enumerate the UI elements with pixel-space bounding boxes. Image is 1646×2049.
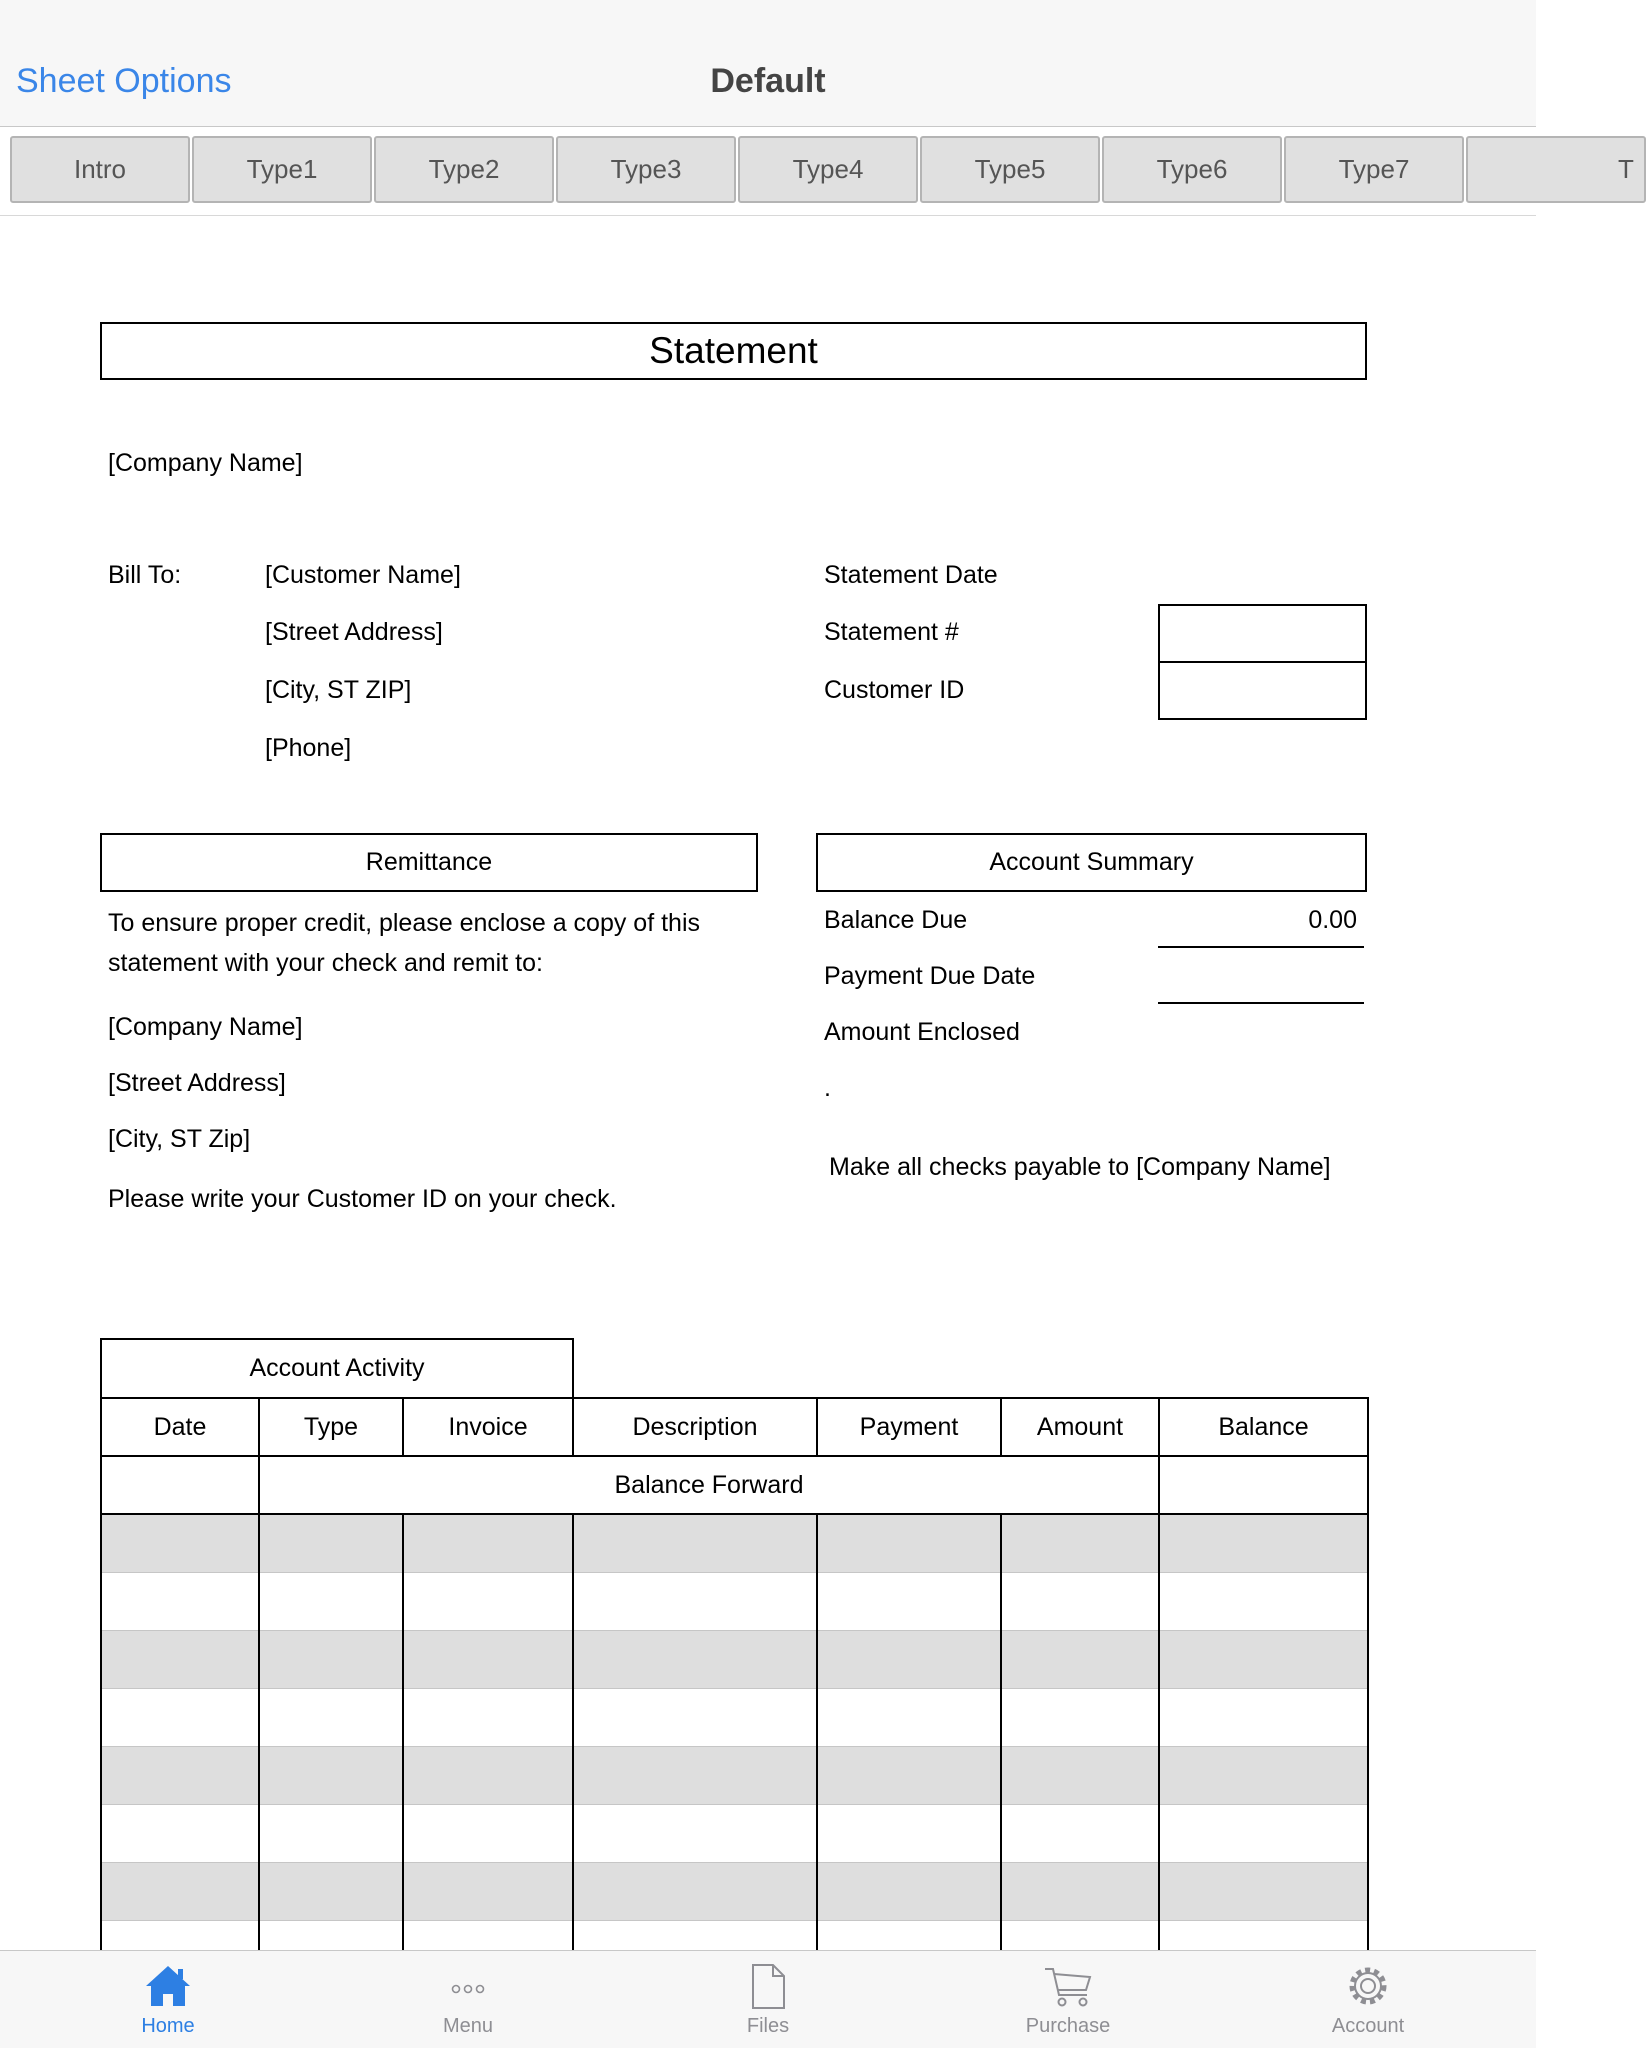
remittance-instruction-line2: statement with your check and remit to: bbox=[108, 949, 543, 977]
tab-purchase[interactable] bbox=[918, 1951, 1218, 2049]
tab-home[interactable] bbox=[18, 1951, 318, 2049]
tab-type3[interactable]: Type3 bbox=[556, 136, 736, 203]
table-cell[interactable] bbox=[101, 1630, 259, 1688]
table-cell[interactable] bbox=[259, 1514, 403, 1572]
table-cell[interactable] bbox=[101, 1572, 259, 1630]
customer-city: [City, ST ZIP] bbox=[265, 676, 412, 704]
table-cell[interactable] bbox=[403, 1746, 573, 1804]
cart-icon bbox=[1043, 1961, 1093, 2011]
table-cell[interactable] bbox=[817, 1572, 1001, 1630]
remit-city: [City, ST Zip] bbox=[108, 1125, 251, 1153]
table-cell[interactable] bbox=[403, 1630, 573, 1688]
tab-type8-partial[interactable]: T bbox=[1466, 136, 1646, 203]
remit-company-name: [Company Name] bbox=[108, 1013, 303, 1041]
bill-to-label: Bill To: bbox=[108, 561, 182, 589]
table-cell[interactable] bbox=[817, 1746, 1001, 1804]
table-row bbox=[101, 1630, 1368, 1688]
table-row bbox=[101, 1688, 1368, 1746]
account-activity-header: Account Activity bbox=[100, 1338, 574, 1399]
table-cell[interactable] bbox=[101, 1688, 259, 1746]
table-cell[interactable] bbox=[573, 1746, 817, 1804]
table-row bbox=[101, 1746, 1368, 1804]
more-icon bbox=[443, 1961, 493, 2011]
table-cell[interactable] bbox=[403, 1572, 573, 1630]
table-cell[interactable] bbox=[1159, 1630, 1368, 1688]
table-cell[interactable] bbox=[259, 1688, 403, 1746]
table-cell[interactable] bbox=[573, 1572, 817, 1630]
table-cell[interactable] bbox=[1159, 1862, 1368, 1920]
account-summary-header: Account Summary bbox=[816, 833, 1367, 892]
tab-type7[interactable]: Type7 bbox=[1284, 136, 1464, 203]
balance-due-value[interactable]: 0.00 bbox=[1308, 906, 1357, 934]
table-cell[interactable] bbox=[101, 1514, 259, 1572]
customer-phone: [Phone] bbox=[265, 734, 352, 762]
table-cell[interactable] bbox=[1001, 1688, 1159, 1746]
remittance-header: Remittance bbox=[100, 833, 758, 892]
statement-title: Statement bbox=[100, 322, 1367, 380]
statement-sheet[interactable] bbox=[0, 217, 1536, 1950]
sheet-title: Default bbox=[710, 62, 826, 100]
table-cell[interactable] bbox=[1159, 1746, 1368, 1804]
company-name: [Company Name] bbox=[108, 449, 303, 477]
table-cell[interactable] bbox=[259, 1804, 403, 1862]
statement-date-label: Statement Date bbox=[824, 561, 998, 589]
summary-dot: . bbox=[824, 1074, 831, 1102]
tab-files-label: Files bbox=[746, 2015, 790, 2037]
payment-due-date-label: Payment Due Date bbox=[824, 962, 1036, 990]
customer-id-field[interactable] bbox=[1158, 661, 1367, 720]
column-header-type: Type bbox=[259, 1398, 403, 1456]
table-cell[interactable] bbox=[817, 1688, 1001, 1746]
table-row bbox=[101, 1514, 1368, 1572]
table-cell[interactable] bbox=[817, 1630, 1001, 1688]
statement-number-label: Statement # bbox=[824, 618, 959, 646]
table-cell[interactable] bbox=[573, 1514, 817, 1572]
table-cell[interactable] bbox=[1001, 1804, 1159, 1862]
table-cell[interactable] bbox=[259, 1862, 403, 1920]
table-row bbox=[101, 1862, 1368, 1920]
tab-menu-label: Menu bbox=[442, 2015, 494, 2037]
tab-type1[interactable]: Type1 bbox=[192, 136, 372, 203]
payable-note: Make all checks payable to [Company Name] bbox=[829, 1153, 1331, 1181]
customer-street: [Street Address] bbox=[265, 618, 443, 646]
table-cell[interactable] bbox=[101, 1456, 259, 1514]
tab-home-label: Home bbox=[141, 2015, 195, 2037]
table-cell[interactable] bbox=[1159, 1804, 1368, 1862]
home-icon bbox=[143, 1961, 193, 2011]
column-header-description: Description bbox=[573, 1398, 817, 1456]
table-cell[interactable] bbox=[259, 1630, 403, 1688]
table-row bbox=[101, 1572, 1368, 1630]
sheet-options-button[interactable]: Sheet Options bbox=[16, 62, 232, 100]
tab-menu[interactable] bbox=[318, 1951, 618, 2049]
table-cell[interactable] bbox=[259, 1746, 403, 1804]
table-cell[interactable] bbox=[573, 1804, 817, 1862]
table-cell[interactable] bbox=[1159, 1456, 1368, 1514]
table-cell[interactable] bbox=[573, 1630, 817, 1688]
table-cell[interactable] bbox=[817, 1862, 1001, 1920]
remittance-instruction-line1: To ensure proper credit, please enclose a copy of this bbox=[108, 909, 701, 937]
table-cell[interactable] bbox=[1001, 1630, 1159, 1688]
column-header-invoice: Invoice bbox=[403, 1398, 573, 1456]
account-activity-table[interactable] bbox=[100, 1397, 1367, 1978]
table-cell[interactable] bbox=[1001, 1572, 1159, 1630]
table-cell[interactable] bbox=[817, 1804, 1001, 1862]
table-cell[interactable] bbox=[403, 1862, 573, 1920]
file-icon bbox=[743, 1961, 793, 2011]
remit-street: [Street Address] bbox=[108, 1069, 286, 1097]
balance-due-label: Balance Due bbox=[824, 906, 968, 934]
bottom-tab-bar bbox=[0, 1950, 1536, 2048]
table-row bbox=[101, 1804, 1368, 1862]
table-cell[interactable] bbox=[1001, 1862, 1159, 1920]
tab-type4[interactable]: Type4 bbox=[738, 136, 918, 203]
table-cell[interactable] bbox=[573, 1862, 817, 1920]
tab-type5[interactable]: Type5 bbox=[920, 136, 1100, 203]
balance-forward-label: Balance Forward bbox=[259, 1456, 1159, 1514]
column-header-date: Date bbox=[101, 1398, 259, 1456]
statement-number-field[interactable] bbox=[1158, 604, 1367, 663]
balance-forward-row bbox=[101, 1456, 1368, 1514]
table-cell[interactable] bbox=[101, 1746, 259, 1804]
table-cell[interactable] bbox=[403, 1804, 573, 1862]
remit-customer-id-note: Please write your Customer ID on your check. bbox=[108, 1185, 617, 1213]
sheet-tab-strip[interactable] bbox=[0, 127, 1634, 216]
customer-id-label: Customer ID bbox=[824, 676, 965, 704]
table-cell[interactable] bbox=[101, 1804, 259, 1862]
table-cell[interactable] bbox=[1159, 1514, 1368, 1572]
tab-purchase-label: Purchase bbox=[1025, 2015, 1111, 2037]
column-header-balance: Balance bbox=[1159, 1398, 1368, 1456]
amount-enclosed-label: Amount Enclosed bbox=[824, 1018, 1020, 1046]
customer-name: [Customer Name] bbox=[265, 561, 461, 589]
balance-due-underline bbox=[1158, 946, 1364, 948]
table-cell[interactable] bbox=[817, 1514, 1001, 1572]
table-cell[interactable] bbox=[1001, 1514, 1159, 1572]
table-cell[interactable] bbox=[1159, 1572, 1368, 1630]
navigation-bar bbox=[0, 0, 1536, 127]
table-cell[interactable] bbox=[259, 1572, 403, 1630]
payment-due-date-underline[interactable] bbox=[1158, 1002, 1364, 1004]
column-header-amount: Amount bbox=[1001, 1398, 1159, 1456]
table-cell[interactable] bbox=[403, 1514, 573, 1572]
tab-account-label: Account bbox=[1331, 2015, 1405, 2037]
table-cell[interactable] bbox=[1001, 1746, 1159, 1804]
tab-intro[interactable]: Intro bbox=[10, 136, 190, 203]
tab-files[interactable] bbox=[618, 1951, 918, 2049]
table-header-row bbox=[101, 1398, 1368, 1456]
table-cell[interactable] bbox=[1159, 1688, 1368, 1746]
tab-type6[interactable]: Type6 bbox=[1102, 136, 1282, 203]
column-header-payment: Payment bbox=[817, 1398, 1001, 1456]
table-cell[interactable] bbox=[101, 1862, 259, 1920]
table-cell[interactable] bbox=[573, 1688, 817, 1746]
tab-type2[interactable]: Type2 bbox=[374, 136, 554, 203]
sheet-tabs bbox=[10, 136, 1634, 203]
table-cell[interactable] bbox=[403, 1688, 573, 1746]
tab-account[interactable] bbox=[1218, 1951, 1518, 2049]
gear-icon bbox=[1343, 1961, 1393, 2011]
